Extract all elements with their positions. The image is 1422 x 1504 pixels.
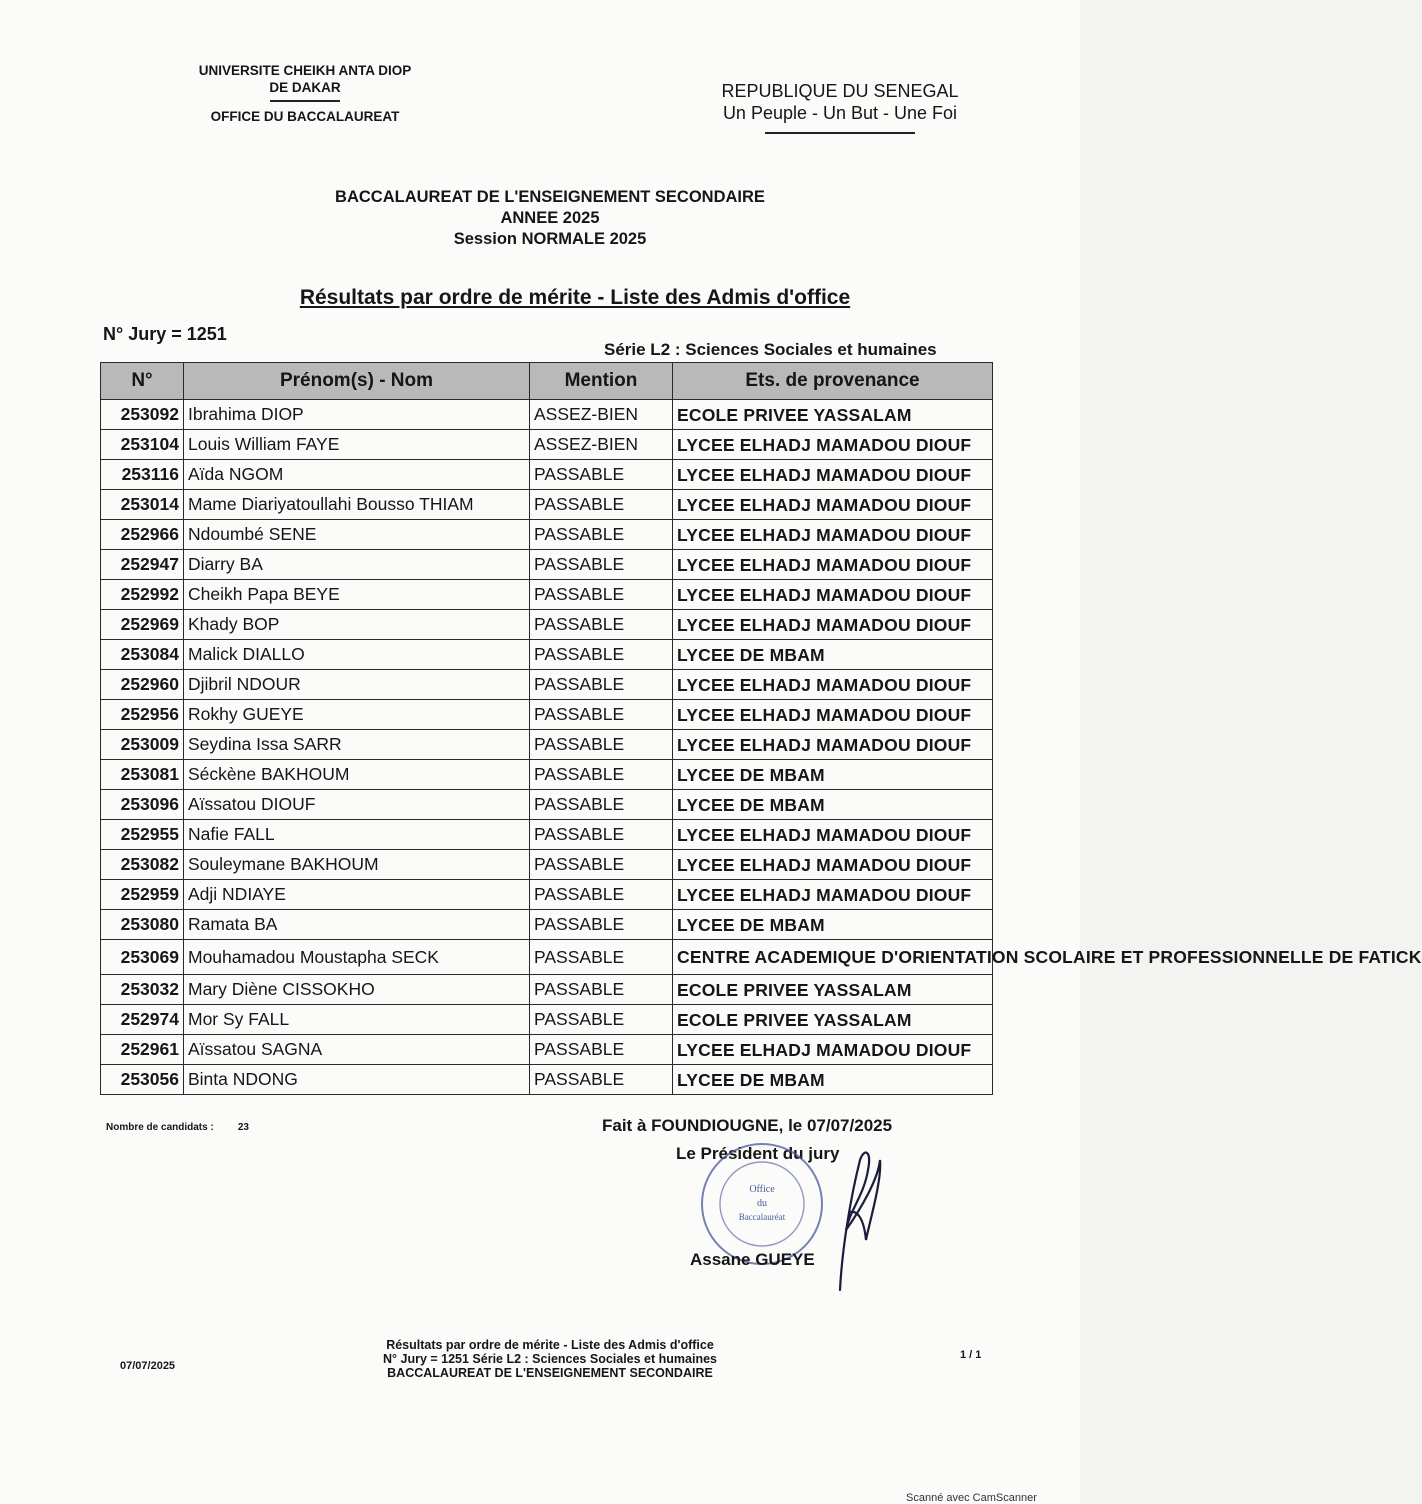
page-footer bbox=[330, 1338, 770, 1380]
candidate-name: Ibrahima DIOP bbox=[184, 400, 530, 430]
candidate-number: 252974 bbox=[101, 1005, 184, 1035]
candidate-mention: PASSABLE bbox=[530, 700, 673, 730]
office-name: OFFICE DU BACCALAUREAT bbox=[210, 109, 400, 124]
candidate-mention: PASSABLE bbox=[530, 1065, 673, 1095]
serie-label: Série L2 : Sciences Sociales et humaines bbox=[604, 340, 937, 359]
university-header bbox=[150, 62, 460, 125]
results-title: Résultats par ordre de mérite - Liste des Admis d'office bbox=[299, 286, 851, 309]
table-row bbox=[101, 430, 993, 460]
candidate-mention: PASSABLE bbox=[530, 1005, 673, 1035]
candidate-number: 252969 bbox=[101, 610, 184, 640]
table-row bbox=[101, 910, 993, 940]
candidate-name: Aïssatou DIOUF bbox=[184, 790, 530, 820]
country-header bbox=[700, 80, 980, 134]
candidate-count-value: 23 bbox=[237, 1122, 249, 1133]
candidate-name: Khady BOP bbox=[184, 610, 530, 640]
candidate-school: LYCEE ELHADJ MAMADOU DIOUF bbox=[673, 700, 993, 730]
candidate-mention: PASSABLE bbox=[530, 550, 673, 580]
table-row bbox=[101, 1035, 993, 1065]
candidate-school: LYCEE ELHADJ MAMADOU DIOUF bbox=[673, 610, 993, 640]
table-row bbox=[101, 490, 993, 520]
candidate-school: LYCEE ELHADJ MAMADOU DIOUF bbox=[673, 580, 993, 610]
candidate-mention: PASSABLE bbox=[530, 820, 673, 850]
exam-session: Session NORMALE 2025 bbox=[453, 230, 647, 248]
country-name: REPUBLIQUE DU SENEGAL bbox=[721, 81, 959, 101]
table-row bbox=[101, 700, 993, 730]
candidate-name: Mary Diène CISSOKHO bbox=[184, 975, 530, 1005]
header-mention: Mention bbox=[530, 363, 673, 400]
table-row bbox=[101, 975, 993, 1005]
table-row bbox=[101, 730, 993, 760]
candidate-name: Ndoumbé SENE bbox=[184, 520, 530, 550]
table-row bbox=[101, 940, 993, 975]
table-row bbox=[101, 1005, 993, 1035]
candidate-number: 252947 bbox=[101, 550, 184, 580]
candidate-school: LYCEE DE MBAM bbox=[673, 1065, 993, 1095]
candidate-name: Diarry BA bbox=[184, 550, 530, 580]
candidate-mention: PASSABLE bbox=[530, 520, 673, 550]
table-row bbox=[101, 850, 993, 880]
footer-line-1: Résultats par ordre de mérite - Liste des Admis d'office bbox=[386, 1338, 714, 1352]
candidate-name: Rokhy GUEYE bbox=[184, 700, 530, 730]
header-name: Prénom(s) - Nom bbox=[184, 363, 530, 400]
stamp-line-2: du bbox=[757, 1198, 767, 1209]
candidate-mention: PASSABLE bbox=[530, 730, 673, 760]
page-number: 1 / 1 bbox=[960, 1349, 982, 1361]
candidate-mention: PASSABLE bbox=[530, 670, 673, 700]
exam-name: BACCALAUREAT DE L'ENSEIGNEMENT SECONDAIRE bbox=[335, 188, 765, 206]
candidate-number: 253092 bbox=[101, 400, 184, 430]
candidate-name: Djibril NDOUR bbox=[184, 670, 530, 700]
candidate-name: Louis William FAYE bbox=[184, 430, 530, 460]
table-row bbox=[101, 580, 993, 610]
candidate-count bbox=[106, 1122, 249, 1133]
table-row bbox=[101, 550, 993, 580]
exam-title bbox=[240, 187, 860, 250]
university-name: UNIVERSITE CHEIKH ANTA DIOP bbox=[198, 63, 412, 78]
president-title: Le Président du jury bbox=[676, 1144, 840, 1163]
candidate-mention: PASSABLE bbox=[530, 760, 673, 790]
candidate-school: LYCEE ELHADJ MAMADOU DIOUF bbox=[673, 460, 993, 490]
candidate-number: 253081 bbox=[101, 760, 184, 790]
candidate-mention: ASSEZ-BIEN bbox=[530, 400, 673, 430]
candidate-school: ECOLE PRIVEE YASSALAM bbox=[673, 1005, 993, 1035]
candidate-mention: PASSABLE bbox=[530, 640, 673, 670]
candidate-name: Malick DIALLO bbox=[184, 640, 530, 670]
candidate-number: 253009 bbox=[101, 730, 184, 760]
candidate-mention: PASSABLE bbox=[530, 790, 673, 820]
candidate-school: LYCEE ELHADJ MAMADOU DIOUF bbox=[673, 670, 993, 700]
candidate-school: LYCEE ELHADJ MAMADOU DIOUF bbox=[673, 730, 993, 760]
candidate-name: Mame Diariyatoullahi Bousso THIAM bbox=[184, 490, 530, 520]
table-body bbox=[101, 400, 1422, 1095]
candidate-number: 253032 bbox=[101, 975, 184, 1005]
table-row bbox=[101, 760, 993, 790]
candidate-mention: PASSABLE bbox=[530, 460, 673, 490]
candidate-school: LYCEE DE MBAM bbox=[673, 640, 993, 670]
candidate-name: Adji NDIAYE bbox=[184, 880, 530, 910]
motto-divider bbox=[765, 132, 915, 134]
jury-number: N° Jury = 1251 bbox=[103, 324, 227, 344]
table-row bbox=[101, 400, 993, 430]
candidate-name: Mor Sy FALL bbox=[184, 1005, 530, 1035]
place-date: Fait à FOUNDIOUGNE, le 07/07/2025 bbox=[602, 1116, 893, 1135]
candidate-name: Seydina Issa SARR bbox=[184, 730, 530, 760]
candidate-number: 253116 bbox=[101, 460, 184, 490]
candidate-mention: PASSABLE bbox=[530, 880, 673, 910]
candidate-number: 253069 bbox=[101, 940, 184, 975]
office-stamp bbox=[698, 1140, 826, 1268]
candidate-number: 252992 bbox=[101, 580, 184, 610]
candidate-number: 253082 bbox=[101, 850, 184, 880]
footer-line-3: BACCALAUREAT DE L'ENSEIGNEMENT SECONDAIRE bbox=[387, 1366, 713, 1380]
university-city: DE DAKAR bbox=[269, 80, 341, 95]
handwritten-signature bbox=[820, 1140, 890, 1300]
stamp-line-3: Baccalauréat bbox=[738, 1212, 786, 1222]
footer-date: 07/07/2025 bbox=[120, 1360, 176, 1372]
candidate-name: Nafie FALL bbox=[184, 820, 530, 850]
candidate-mention: PASSABLE bbox=[530, 940, 673, 975]
candidate-number: 252961 bbox=[101, 1035, 184, 1065]
candidate-school: LYCEE DE MBAM bbox=[673, 760, 993, 790]
candidate-name: Aïda NGOM bbox=[184, 460, 530, 490]
candidate-mention: PASSABLE bbox=[530, 975, 673, 1005]
header-divider bbox=[270, 100, 340, 102]
candidate-number: 252959 bbox=[101, 880, 184, 910]
exam-year: ANNEE 2025 bbox=[500, 209, 600, 227]
candidate-count-label: Nombre de candidats : bbox=[106, 1122, 214, 1133]
candidate-name: Binta NDONG bbox=[184, 1065, 530, 1095]
candidate-mention: PASSABLE bbox=[530, 850, 673, 880]
table-row bbox=[101, 820, 993, 850]
candidate-mention: PASSABLE bbox=[530, 610, 673, 640]
candidate-number: 253084 bbox=[101, 640, 184, 670]
candidate-name: Cheikh Papa BEYE bbox=[184, 580, 530, 610]
candidate-number: 253104 bbox=[101, 430, 184, 460]
country-motto: Un Peuple - Un But - Une Foi bbox=[722, 103, 958, 123]
candidate-number: 253056 bbox=[101, 1065, 184, 1095]
table-row bbox=[101, 520, 993, 550]
candidate-school: LYCEE ELHADJ MAMADOU DIOUF bbox=[673, 820, 993, 850]
candidate-number: 252956 bbox=[101, 700, 184, 730]
candidate-name: Aïssatou SAGNA bbox=[184, 1035, 530, 1065]
table-row bbox=[101, 790, 993, 820]
candidate-school: LYCEE ELHADJ MAMADOU DIOUF bbox=[673, 850, 993, 880]
candidate-name: Mouhamadou Moustapha SECK bbox=[184, 940, 530, 975]
candidate-number: 253080 bbox=[101, 910, 184, 940]
table-row bbox=[101, 610, 993, 640]
candidate-name: Ramata BA bbox=[184, 910, 530, 940]
candidate-school: ECOLE PRIVEE YASSALAM bbox=[673, 400, 993, 430]
president-name: Assane GUEYE bbox=[690, 1250, 815, 1269]
candidate-school: LYCEE ELHADJ MAMADOU DIOUF bbox=[673, 520, 993, 550]
table-row bbox=[101, 880, 993, 910]
candidate-number: 253014 bbox=[101, 490, 184, 520]
candidate-mention: PASSABLE bbox=[530, 580, 673, 610]
candidate-number: 252960 bbox=[101, 670, 184, 700]
table-row bbox=[101, 670, 993, 700]
candidate-name: Séckène BAKHOUM bbox=[184, 760, 530, 790]
scanner-watermark: Scanné avec CamScanner bbox=[906, 1492, 1037, 1504]
candidate-school: LYCEE ELHADJ MAMADOU DIOUF bbox=[673, 550, 993, 580]
candidate-school: LYCEE ELHADJ MAMADOU DIOUF bbox=[673, 880, 993, 910]
table-row bbox=[101, 640, 993, 670]
candidate-mention: PASSABLE bbox=[530, 1035, 673, 1065]
candidate-name: Souleymane BAKHOUM bbox=[184, 850, 530, 880]
candidate-number: 252955 bbox=[101, 820, 184, 850]
candidate-school: ECOLE PRIVEE YASSALAM bbox=[673, 975, 993, 1005]
candidate-school: LYCEE DE MBAM bbox=[673, 790, 993, 820]
candidate-school: LYCEE ELHADJ MAMADOU DIOUF bbox=[673, 490, 993, 520]
table-header-row bbox=[101, 363, 993, 400]
candidate-number: 253096 bbox=[101, 790, 184, 820]
candidate-mention: ASSEZ-BIEN bbox=[530, 430, 673, 460]
candidate-school: CENTRE ACADEMIQUE D'ORIENTATION SCOLAIRE ET PROFESSIONNELLE DE FATICK bbox=[673, 940, 993, 975]
candidate-school: LYCEE ELHADJ MAMADOU DIOUF bbox=[673, 430, 993, 460]
results-table bbox=[100, 362, 1422, 1095]
table-row bbox=[101, 1065, 993, 1095]
table-row bbox=[101, 460, 993, 490]
candidate-mention: PASSABLE bbox=[530, 910, 673, 940]
header-number: N° bbox=[101, 363, 184, 400]
stamp-line-1: Office bbox=[749, 1184, 775, 1195]
candidate-mention: PASSABLE bbox=[530, 490, 673, 520]
header-school: Ets. de provenance bbox=[673, 363, 993, 400]
candidate-school: LYCEE DE MBAM bbox=[673, 910, 993, 940]
candidate-school: LYCEE ELHADJ MAMADOU DIOUF bbox=[673, 1035, 993, 1065]
footer-line-2: N° Jury = 1251 Série L2 : Sciences Sociales et humaines bbox=[383, 1352, 717, 1366]
candidate-number: 252966 bbox=[101, 520, 184, 550]
